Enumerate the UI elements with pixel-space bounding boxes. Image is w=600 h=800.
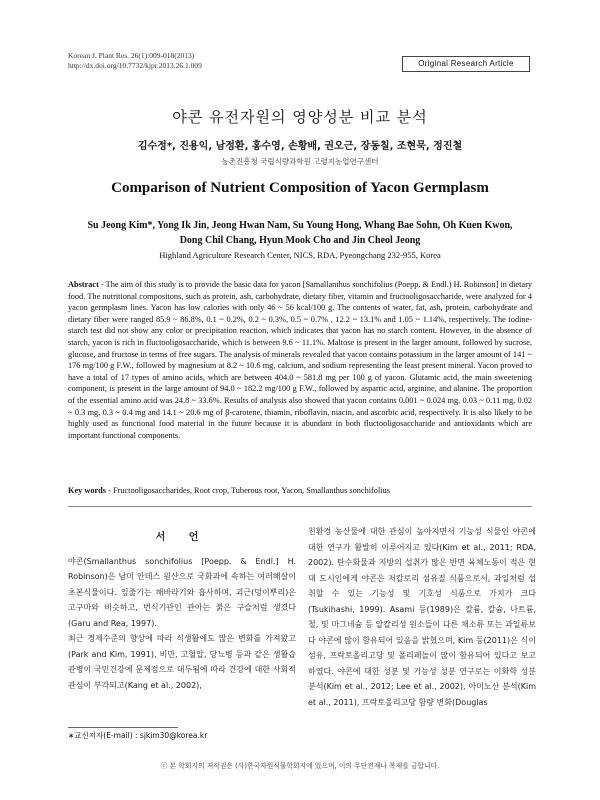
abstract-text: - The aim of this study is to provide the basic data for yacon [Samallanthus sonchifolius (Poepp. & Endl.) H. Robinson] in dietary food. The nutritional compositons, such as protein, ash, carbohydrate, dietary fiber, vitamin and fructooligosaccharide, were analyzed for 4 yacon germplasm lines. Yacon has low calories with only 46 ~ 56 kcal/100 g. The contents of water, fat, ash, protein, carbohydrate and dietary fiber were ranged 85.9 ~ 86.8%, 0.1 ~ 0.2%, 0.2 ~ 0.3%, 0.5 ~ 0.7% , 12.2 ~ 13.1% and 1.05 ~ 1.14%, respectively. The iodine-starch test did not show any color or precipitation reaction, which indicates that yacon has no starch content. However, in the absence of starch, yacon is rich in fluctooligosaccharide, which is between 9.6 ~ 11.1%. Maltose is present in the larger amount, followed by sucrose, glucose, and fructose in terms of free sugars. The analysis of minerals revealed that yacon contains potassium in the larger amount of 141 ~ 176 mg/100 g F.W., followed by magnesium at 8.2 ~ 10.6 mg, calcium, and sodium representing the least present mineral. Yacon proved to have a total of 17 types of amino acids, which are between 404.0 ~ 581.8 mg per 100 g of yacon. Glutamic acid, the main sweetening component, is present in the large amount of 94.0 ~ 182.2 mg/100 g F.W., followed by aspartic acid, arginine, and alanine. The proportion of the essential amino acid was 24.8 ~ 33.6%. Results of analysis also showed that yacon contains 0.001 ~ 0.024 mg, 0.03 ~ 0.11 mg, 0.02 ~ 0.3 mg, 0.3 ~ 0.4 mg and 14.1 ~ 20.6 mg of β-carotene, thiamin, riboflavin, niacin, and ascorbic acid, respectively. It is also likely to be highly used as functional food material in the future because it is abundant in both fluctooligosaccharide and antioxidants which are important functional components.	[68, 280, 532, 440]
korean-affiliation: 농촌진흥청 국립식량과학원 고령지농업연구센터	[221, 157, 379, 166]
keywords	[68, 486, 532, 495]
paragraph-1: 야콘(Smallanthus sonchifolius [Poepp. & Endl.] H. Robinson)은 남미 안데스 원산으로 국화과에 속하는 여러해살이 초본식물이다. 잎줄기는 해바라기와 흡사하며, 괴근(덩이뿌리)은 고구마와 비슷하고, 번식기관인 관아는 붉은 구슬처럼 생겼다(Garu and Rea, 1997).	[68, 556, 296, 628]
english-title: Comparison of Nutrient Composition of Yacon Germplasm	[111, 180, 489, 196]
doi-line: http://dx.doi.org/10.7732/kjpr.2013.26.1.009	[68, 61, 202, 70]
left-column	[68, 524, 296, 693]
divider	[68, 506, 532, 507]
journal-citation	[68, 51, 202, 71]
citation-line: Korean J. Plant Res. 26(1):009-018(2013)	[68, 51, 195, 60]
keywords-label: Key words	[68, 486, 107, 495]
korean-title: 야콘 유전자원의 영양성분 비교 분석	[172, 108, 428, 126]
authors-line-2: Dong Chil Chang, Hyun Mook Cho and Jin Cheol Jeong	[179, 235, 421, 246]
paragraph-2: 최근 경제수준의 향상에 따라 식생활에도 많은 변화를 가져왔고(Park and Kim, 1991), 비만, 고혈압, 당뇨병 등과 같은 생활습관병이 국민건강에 문제점으로 대두됨에 따라 건강에 대한 사회적 관심이 부각되고(Kang et al., 2002),	[68, 634, 296, 690]
footnote-divider	[68, 727, 178, 728]
abstract	[68, 279, 532, 441]
korean-authors: 김수정*, 진용익, 남정환, 홍수영, 손황배, 권오근, 장동칠, 조현묵, 정진철	[137, 141, 463, 152]
corresponding-author-footnote: ∗교신저자(E-mail) : sjkim30@korea.kr	[68, 731, 208, 740]
paragraph-3: 친환경 농산물에 대한 관심이 높아지면서 기능성 식물인 야콘에 대한 연구가 활발히 이루어지고 있다(Kim et al., 2011; RDA, 2002). 탄수화물과 지방의 섭취가 많은 반면 육체노동이 적은 현대 도시인에게 야콘은 저칼로리 섬유질 식품으로서, 과일처럼 섭취할 수 있는 기능성 및 기호성 식품으로 가치가 크다(Tsukihashi, 1999). Asami 등(1989)은 칼륨, 칼슘, 나트륨, 철, 및 마그네슘 등 알칼리성 원소들이 다른 채소류 또는 과일류보다 야콘에 많이 함유되어 있음을 밝혔으며, Kim 등(2011)은 식이섬유, 프락토올리고당 및 폴리페놀이 많이 함유되어 있다고 보고하였다. 야콘에 대한 성분 및 기능성 성분 연구로는 이화학 성분 분석(Kim et al., 2012; Lee et al., 2002), 아미노산 분석(Kim et al., 2011), 프락토올리고당 함량 변화(Douglas	[308, 527, 536, 707]
english-authors	[60, 218, 540, 248]
section-title: 서 언	[155, 532, 209, 543]
authors-line-1: Su Jeong Kim*, Yong Ik Jin, Jeong Hwan Nam, Su Young Hong, Whang Bae Sohn, Oh Kuen Kwon,	[87, 220, 513, 231]
article-type-badge: Original Research Article	[402, 56, 530, 72]
english-affiliation: Highland Agriculture Research Center, NICS, RDA, Pyeongchang 232-955, Korea	[159, 250, 441, 260]
right-column	[308, 524, 536, 710]
copyright-notice: ⓒ 본 학회지의 저작권은 (사)한국자원식물학회지에 있으며, 이의 무단전재나 복제를 금합니다.	[160, 762, 440, 770]
abstract-label: Abstract	[68, 280, 99, 289]
keywords-text: - Fructooligosaccharides, Root crop, Tuberous root, Yacon, Smallanthus sonchifolius	[106, 486, 390, 495]
